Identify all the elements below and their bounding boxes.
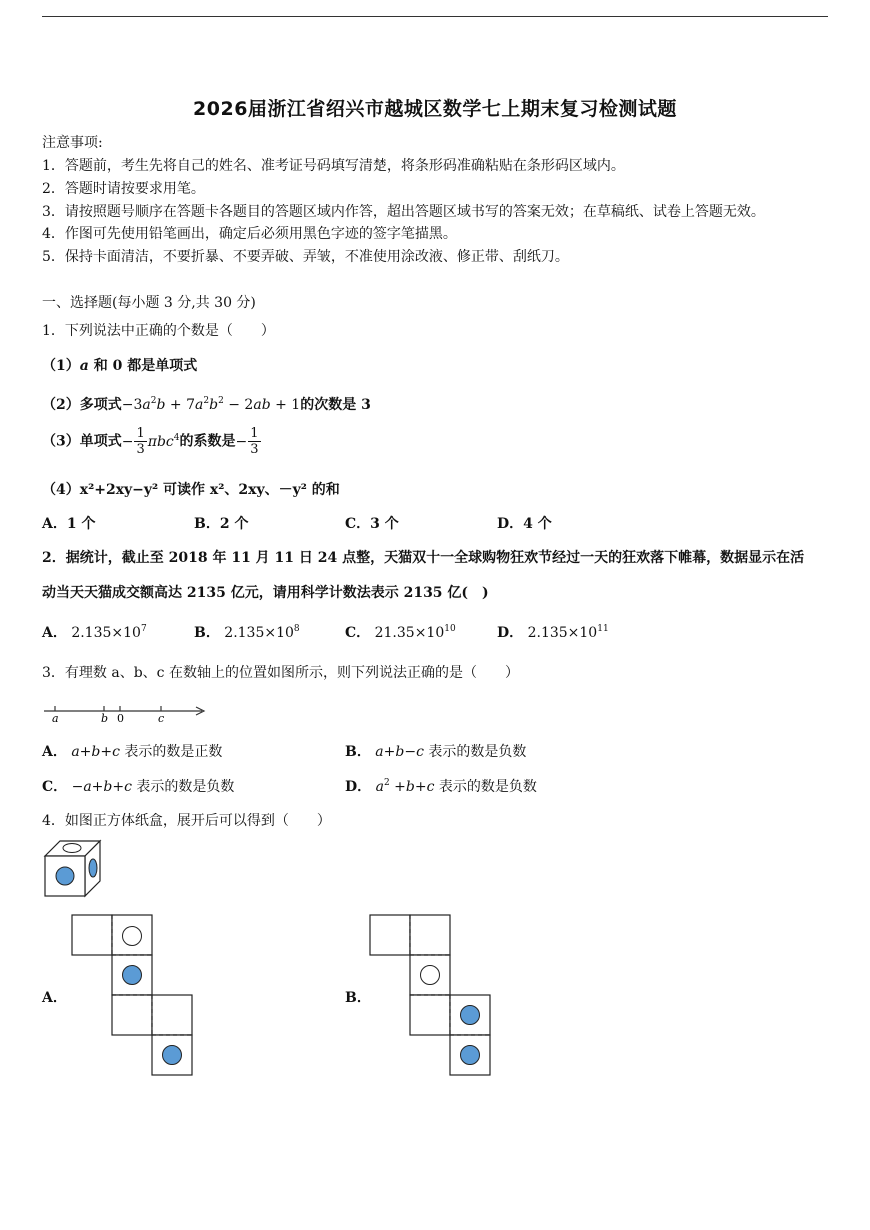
q1-option-d[interactable]: D．4 个 [497,516,552,532]
q4-option-b-net[interactable] [368,913,492,1077]
q4-option-a-label[interactable]: A． [42,990,67,1006]
q3-option-d[interactable]: D． $a^2 +b+c$ 表示的数是负数 [345,778,537,795]
number-line-label-a: a [52,712,59,725]
cube-front-circle-icon [56,867,74,885]
net-a-square-5 [152,995,192,1035]
q3-option-a[interactable]: A． a+b+c 表示的数是正数 [42,744,223,760]
q4-option-a-net[interactable] [70,913,194,1077]
q4-stem: 4．如图正方体纸盒，展开后可以得到（ ） [42,813,331,829]
q3-stem: 3．有理数 a、b、c 在数轴上的位置如图所示，则下列说法正确的是（ ） [42,665,519,681]
notice-heading: 注意事项: [42,135,103,151]
net-b-white-circle-icon [421,966,440,985]
q2-option-a[interactable]: A． $2.135\times 10^7$ [42,624,147,641]
net-b-square-4 [410,995,450,1035]
notice-item-5: 5．保持卡面清洁，不要折暴、不要弄破、弄皱，不准使用涂改液、修正带、刮纸刀。 [42,249,569,265]
q4-option-b-label[interactable]: B． [345,990,371,1006]
net-a-square-4 [112,995,152,1035]
net-b-blue-circle-2-icon [461,1046,480,1065]
net-a-square-1 [72,915,112,955]
q1-statement-4: （4）x²+2xy−y² 可读作 x²、2xy、－y² 的和 [42,482,340,498]
q1-statement-1: （1）a 和 0 都是单项式 [42,358,198,374]
notice-item-1: 1．答题前，考生先将自己的姓名、准考证号码填写清楚，将条形码准确粘贴在条形码区域内。 [42,158,625,174]
q2-stem-line-2: 动当天天猫成交额高达 2135 亿元，请用科学计数法表示 2135 亿( ) [42,585,489,601]
net-a-white-circle-icon [123,927,142,946]
net-a-blue-circle-2-icon [163,1046,182,1065]
number-line-figure [40,698,215,728]
q3-option-c[interactable]: C． −a+b+c 表示的数是负数 [42,779,235,795]
number-line-label-c: c [158,712,165,725]
q1-statement-3: （3）单项式− $\frac{1}{3}$ πbc$^4$的系数是− $\frac{1}{3}$ [42,426,259,457]
number-line-label-0: 0 [117,712,124,725]
net-b-square-1 [370,915,410,955]
notice-item-3: 3．请按照题号顺序在答题卡各题目的答题区域内作答，超出答题区域书写的答案无效；在草稿纸、试卷上答题无效。 [42,204,765,220]
net-b-blue-circle-1-icon [461,1006,480,1025]
q1-statement-2: （2）多项式$-3a^2b + 7a^2b^2 - 2ab + 1$的次数是 3 [42,396,371,413]
q3-option-b[interactable]: B． a+b−c 表示的数是负数 [345,744,527,760]
cube-top-circle-icon [63,844,81,853]
q2-stem-line-1: 2．据统计，截止至 2018 年 11 月 11 日 24 点整，天猫双十一全球购物狂欢节经过一天的狂欢落下帷幕，数据显示在活 [42,550,805,566]
section-heading: 一、选择题(每小题 3 分,共 30 分) [42,295,256,311]
q1-option-b[interactable]: B．2 个 [194,516,249,532]
q2-option-b[interactable]: B． $2.135\times 10^8$ [194,624,300,641]
net-a-blue-circle-1-icon [123,966,142,985]
cube-figure [42,838,104,898]
q2-option-d[interactable]: D． $2.135\times 10^{11}$ [497,624,609,641]
number-line-label-b: b [101,712,109,725]
notice-item-4: 4．作图可先使用铅笔画出，确定后必须用黑色字迹的签字笔描黑。 [42,226,457,242]
notice-item-2: 2．答题时请按要求用笔。 [42,181,205,197]
net-b-square-2 [410,915,450,955]
q1-stem: 1．下列说法中正确的个数是（ ） [42,323,275,339]
q2-option-c[interactable]: C． $21.35\times 10^{10}$ [345,624,456,641]
q1-option-c[interactable]: C．3 个 [345,516,399,532]
cube-side-circle-icon [89,859,97,877]
page-title: 2026届浙江省绍兴市越城区数学七上期末复习检测试题 [193,98,677,120]
q1-option-a[interactable]: A．1 个 [42,516,96,532]
header-rule [42,16,828,17]
